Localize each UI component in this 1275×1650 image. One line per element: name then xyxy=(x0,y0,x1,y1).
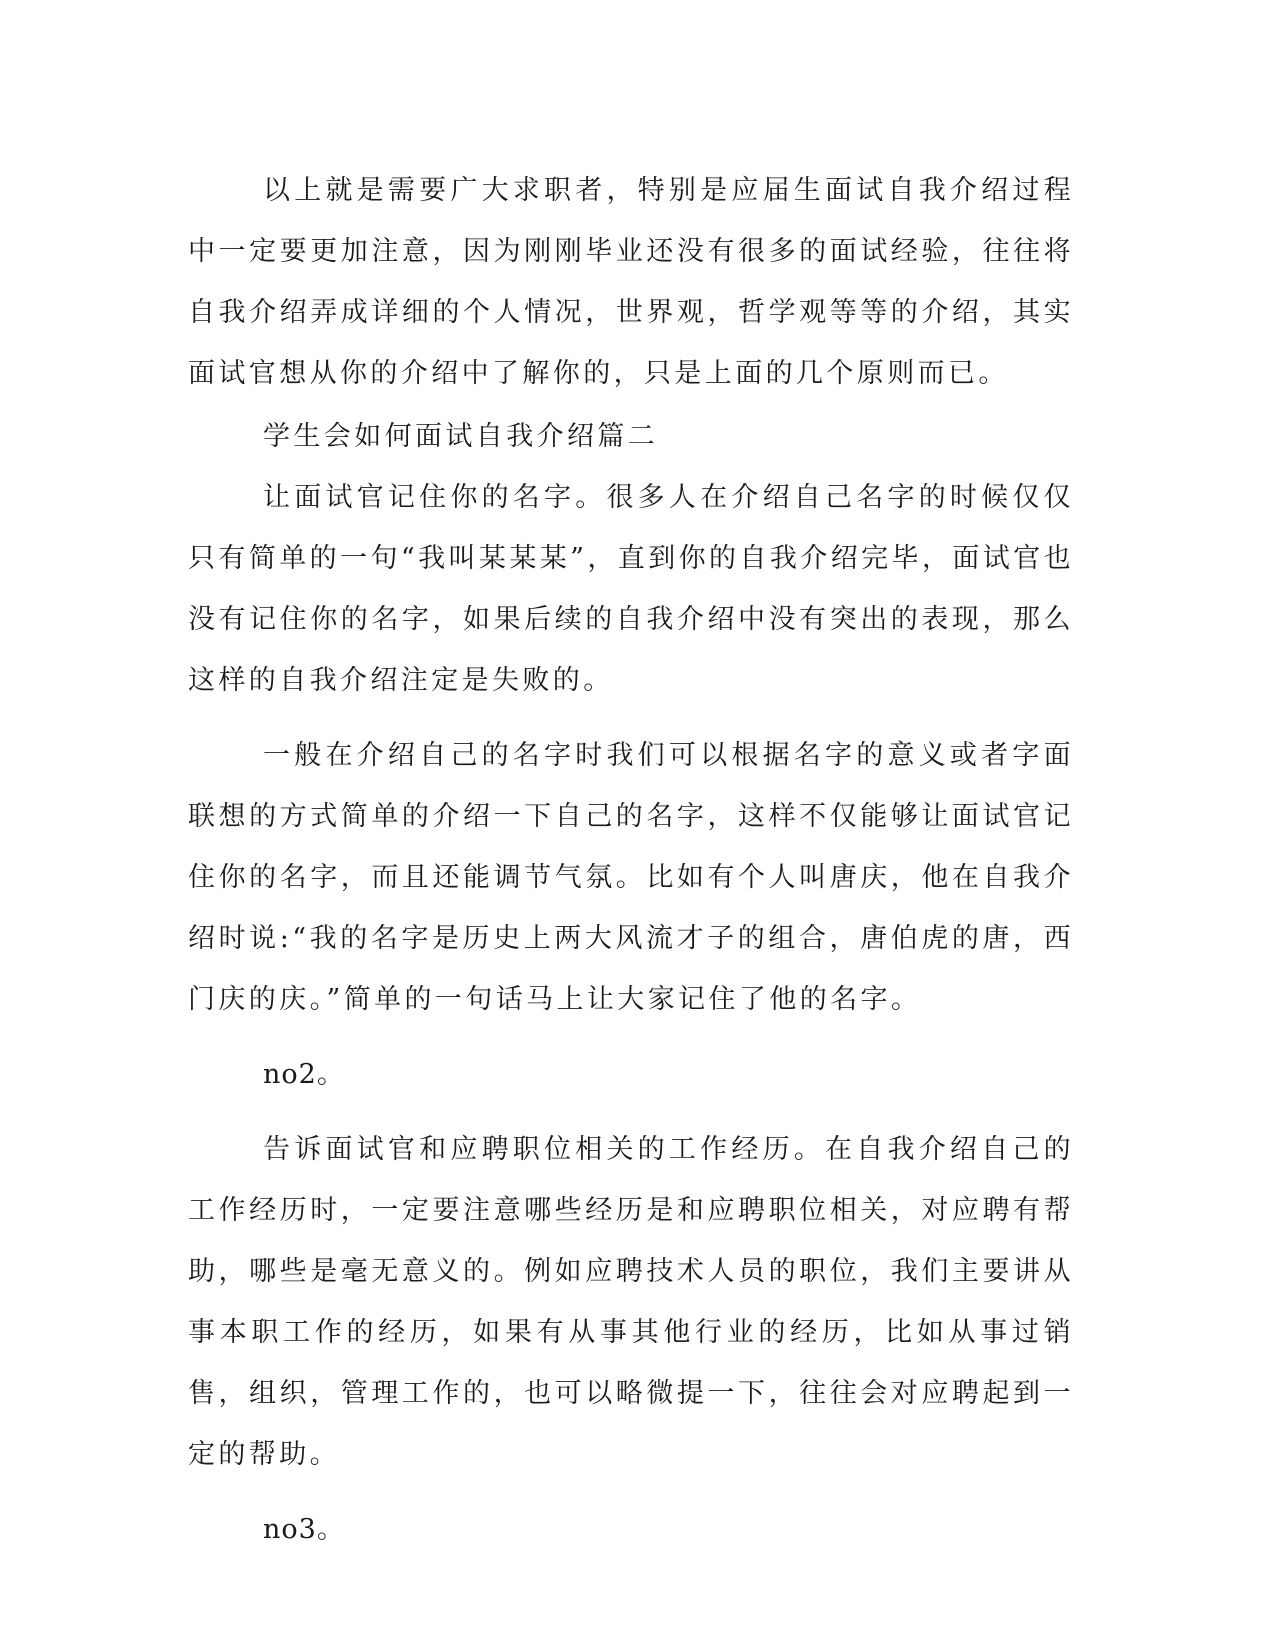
paragraph-remember-name: 让面试官记住你的名字。很多人在介绍自己名字的时候仅仅只有简单的一句“我叫某某某”，直到你的自我介绍完毕，面试官也没有记住你的名字，如果后续的自我介绍中没有突出的表现，那么这样的自我介绍注定是失败的。 xyxy=(188,482,1074,696)
section-number-2: no2。 xyxy=(263,1059,345,1090)
section-number-3: no3。 xyxy=(263,1514,345,1545)
paragraph-name-example: 一般在介绍自己的名字时我们可以根据名字的意义或者字面联想的方式简单的介绍一下自己的名字，这样不仅能够让面试官记住你的名字，而且还能调节气氛。比如有个人叫唐庆，他在自我介绍时说:“我的名字是历史上两大风流才子的组合，唐伯虎的唐，西门庆的庆。”简单的一句话马上让大家记住了他的名字。 xyxy=(188,740,1074,1015)
section-heading: 学生会如何面试自我介绍篇二 xyxy=(263,421,659,452)
paragraph-summary: 以上就是需要广大求职者，特别是应届生面试自我介绍过程中一定要更加注意，因为刚刚毕业还没有很多的面试经验，往往将自我介绍弄成详细的个人情况，世界观，哲学观等等的介绍，其实面试官想从你的介绍中了解你的，只是上面的几个原则而已。 xyxy=(188,175,1074,389)
paragraph-work-experience: 告诉面试官和应聘职位相关的工作经历。在自我介绍自己的工作经历时，一定要注意哪些经历是和应聘职位相关，对应聘有帮助，哪些是毫无意义的。例如应聘技术人员的职位，我们主要讲从事本职工作的经历，如果有从事其他行业的经历，比如从事过销售，组织，管理工作的，也可以略微提一下，往往会对应聘起到一定的帮助。 xyxy=(188,1134,1074,1470)
document-body xyxy=(188,160,1074,1560)
